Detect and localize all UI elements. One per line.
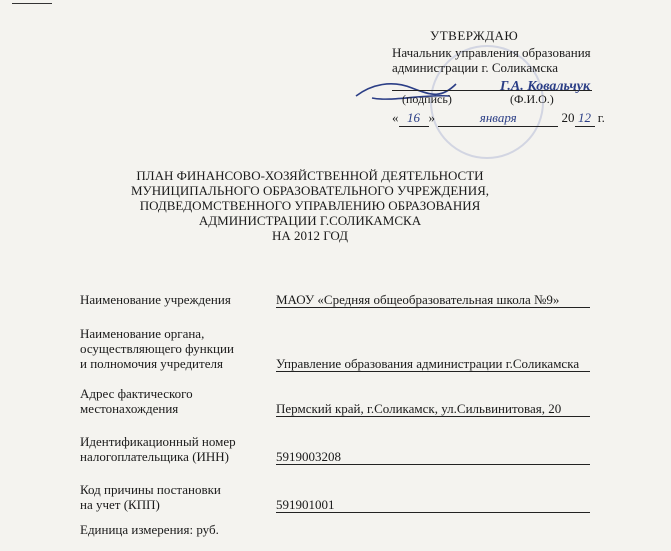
signature-label: (подпись)	[402, 92, 452, 106]
date-year: 12	[575, 110, 595, 127]
approval-date	[392, 110, 605, 127]
field-label-line: Идентификационный номер	[80, 434, 236, 449]
title-line: ПОДВЕДОМСТВЕННОГО УПРАВЛЕНИЮ ОБРАЗОВАНИЯ	[139, 198, 481, 213]
date-day: 16	[399, 110, 429, 127]
approval-heading: УТВЕРЖДАЮ	[430, 28, 519, 43]
top-corner-line	[12, 3, 52, 4]
field-label-line: на учет (КПП)	[80, 497, 160, 512]
field-label-line: и полномочия учредителя	[80, 356, 223, 371]
field-label-line: Адрес фактического	[80, 386, 193, 401]
date-open-quote: «	[392, 110, 399, 125]
title-line: НА 2012 ГОД	[271, 228, 349, 243]
title-line: МУНИЦИПАЛЬНОГО ОБРАЗОВАТЕЛЬНОГО УЧРЕЖДЕНИЯ,	[130, 183, 490, 198]
date-year-prefix: 20	[561, 110, 575, 125]
approver-position-line2: администрации г. Соликамска	[392, 60, 559, 75]
field-label	[80, 482, 270, 512]
date-month: января	[438, 110, 558, 127]
document-title	[100, 168, 520, 243]
field-value: 5919003208	[276, 449, 590, 465]
name-label: (Ф.И.О.)	[510, 92, 554, 106]
field-label	[80, 326, 270, 371]
field-value: МАОУ «Средняя общеобразовательная школа №9»	[276, 292, 590, 308]
approver-position-line1: Начальник управления образования	[392, 45, 591, 60]
field-label-line: Код причины постановки	[80, 482, 221, 497]
signature-row	[392, 79, 622, 106]
title-line: ПЛАН ФИНАНСОВО-ХОЗЯЙСТВЕННОЙ ДЕЯТЕЛЬНОСТИ	[136, 168, 484, 183]
signature-name: Г.А. Ковальчук	[500, 79, 591, 94]
field-value: 591901001	[276, 497, 590, 513]
field-label-line: осуществляющего функции	[80, 341, 234, 356]
field-value: Управление образования администрации г.Соликамска	[276, 356, 590, 372]
field-label	[80, 434, 270, 464]
approval-block	[392, 28, 652, 75]
field-value: Пермский край, г.Соликамск, ул.Сильвинитовая, 20	[276, 401, 590, 417]
field-label-line: Наименование органа,	[80, 326, 205, 341]
field-label	[80, 292, 270, 307]
title-line: АДМИНИСТРАЦИИ Г.СОЛИКАМСКА	[198, 213, 422, 228]
field-label	[80, 386, 270, 416]
field-label-line: налогоплательщика (ИНН)	[80, 449, 230, 464]
field-label-line: местонахождения	[80, 401, 179, 416]
unit-of-measure: Единица измерения: руб.	[80, 522, 219, 537]
date-suffix: г.	[597, 110, 605, 125]
date-close-quote: »	[428, 110, 435, 125]
field-label-line: Наименование учреждения	[80, 292, 231, 307]
